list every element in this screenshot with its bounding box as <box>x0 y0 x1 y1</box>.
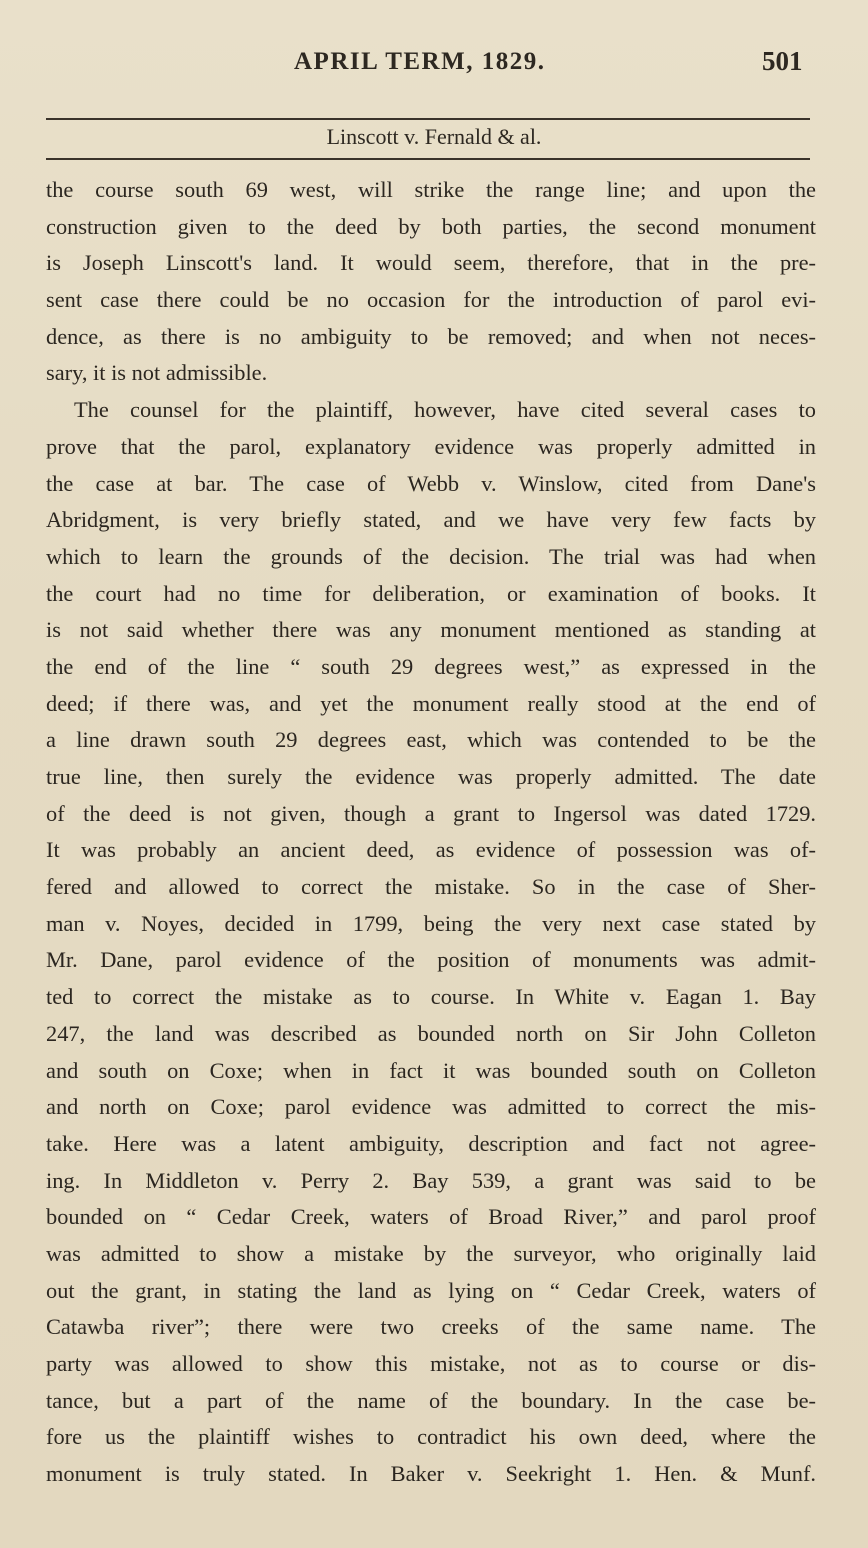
text-line: ted to correct the mistake as to course. In White v. Eagan 1. Bay <box>46 984 816 1010</box>
text-line: out the grant, in stating the land as lying on “ Cedar Creek, waters of <box>46 1277 816 1303</box>
text-line: the end of the line “ south 29 degrees west,” as expressed in the <box>46 653 816 679</box>
text-line: and north on Coxe; parol evidence was admitted to correct the mis- <box>46 1094 816 1120</box>
text-line: is Joseph Linscott's land. It would seem, therefore, that in the pre- <box>46 250 816 276</box>
header-rule-bottom <box>46 158 810 160</box>
text-line: tance, but a part of the name of the boundary. In the case be- <box>46 1387 816 1413</box>
text-line: take. Here was a latent ambiguity, description and fact not agree- <box>46 1130 816 1156</box>
text-line: ing. In Middleton v. Perry 2. Bay 539, a grant was said to be <box>46 1167 816 1193</box>
text-line: of the deed is not given, though a grant to Ingersol was dated 1729. <box>46 800 816 826</box>
page-number: 501 <box>762 46 803 76</box>
text-line: deed; if there was, and yet the monument really stood at the end of <box>46 690 816 716</box>
text-line: monument is truly stated. In Baker v. Seekright 1. Hen. & Munf. <box>46 1461 816 1487</box>
text-line: man v. Noyes, decided in 1799, being the very next case stated by <box>46 910 816 936</box>
text-line: the court had no time for deliberation, or examination of books. It <box>46 580 816 606</box>
text-line: Catawba river”; there were two creeks of the same name. The <box>46 1314 816 1340</box>
text-line: prove that the parol, explanatory evidence was properly admitted in <box>46 433 816 459</box>
text-line: the course south 69 west, will strike the range line; and upon the <box>46 177 816 202</box>
text-line: and south on Coxe; when in fact it was bounded south on Colleton <box>46 1057 816 1083</box>
text-line: was admitted to show a mistake by the surveyor, who originally laid <box>46 1240 816 1266</box>
text-line: Mr. Dane, parol evidence of the position of monuments was admit- <box>46 947 816 973</box>
header-rule-top <box>46 118 810 120</box>
text-line: bounded on “ Cedar Creek, waters of Broad River,” and parol proof <box>46 1204 816 1230</box>
text-line: fered and allowed to correct the mistake. So in the case of Sher- <box>46 874 816 900</box>
running-head <box>0 44 868 84</box>
body-text <box>46 172 816 1493</box>
text-line: The counsel for the plaintiff, however, have cited several cases to <box>74 397 816 423</box>
text-line: construction given to the deed by both parties, the second monument <box>46 213 816 239</box>
text-line: dence, as there is no ambiguity to be removed; and when not neces- <box>46 323 816 349</box>
case-caption-text: Linscott v. Fernald & al. <box>326 124 542 149</box>
case-caption <box>0 124 868 150</box>
text-line: true line, then surely the evidence was properly admitted. The date <box>46 764 816 789</box>
text-line: Abridgment, is very briefly stated, and we have very few facts by <box>46 507 816 533</box>
text-line: a line drawn south 29 degrees east, which was contended to be the <box>46 727 816 753</box>
text-line: which to learn the grounds of the decision. The trial was had when <box>46 543 816 569</box>
term-title: APRIL TERM, 1829. <box>294 48 546 75</box>
text-line: party was allowed to show this mistake, not as to course or dis- <box>46 1351 816 1376</box>
text-line: 247, the land was described as bounded north on Sir John Colleton <box>46 1020 816 1046</box>
text-line: sent case there could be no occasion for the introduction of parol evi- <box>46 287 816 313</box>
text-line: is not said whether there was any monument mentioned as standing at <box>46 617 816 643</box>
text-line: It was probably an ancient deed, as evidence of possession was of- <box>46 837 816 863</box>
text-line: fore us the plaintiff wishes to contradict his own deed, where the <box>46 1424 816 1450</box>
text-line: sary, it is not admissible. <box>46 360 268 386</box>
text-line: the case at bar. The case of Webb v. Winslow, cited from Dane's <box>46 470 816 496</box>
